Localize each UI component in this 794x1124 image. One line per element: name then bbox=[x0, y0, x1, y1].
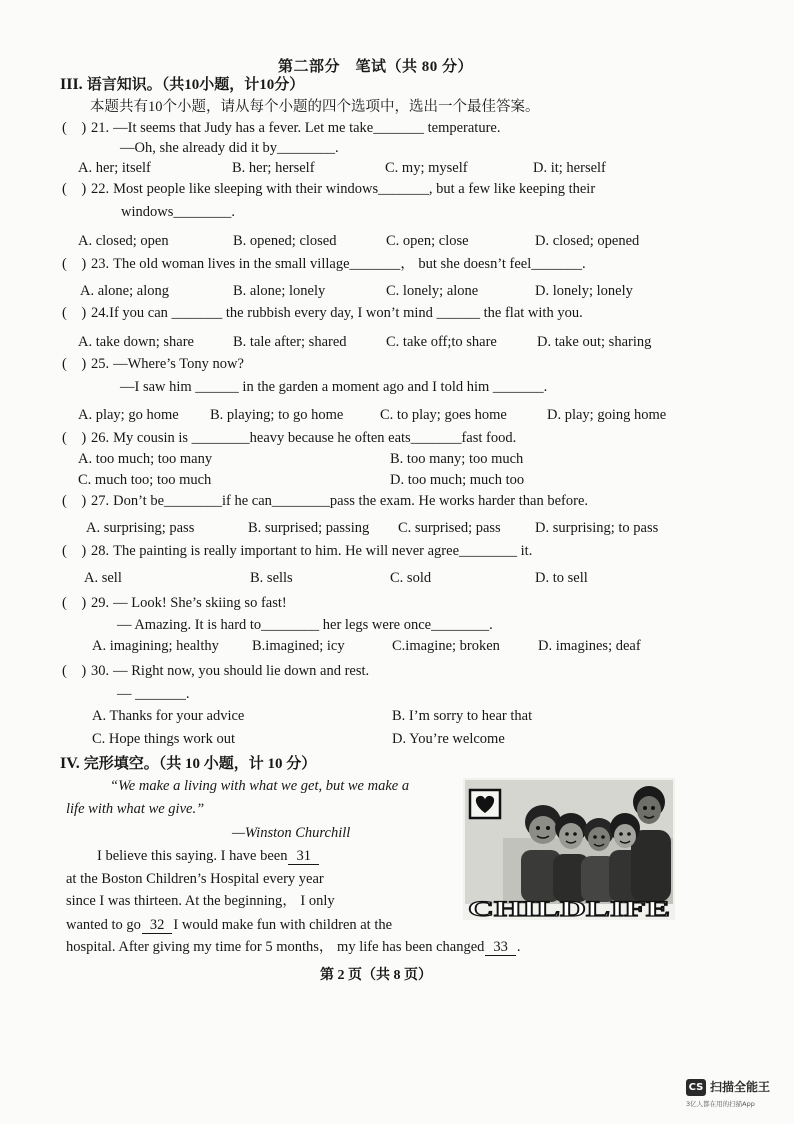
question-29-option-b: B.imagined; icy bbox=[252, 638, 345, 654]
question-text: The painting is really important to him. He will never agree________ it. bbox=[113, 543, 533, 559]
passage-text: . bbox=[516, 939, 521, 955]
question-text: My cousin is ________heavy because he often eats_______fast food. bbox=[113, 430, 517, 446]
section-3-instruction: 本题共有10个小题，请从每个小题的四个选项中，选出一个最佳答案。 bbox=[90, 99, 540, 115]
passage-line-3: since I was thirteen. At the beginning， I only bbox=[66, 893, 335, 909]
question-27-option-d: D. surprising; to pass bbox=[535, 520, 659, 536]
question-text: —Where’s Tony now? bbox=[113, 356, 244, 372]
answer-bracket: ( ) bbox=[62, 663, 87, 679]
section-3-roman-numeral: III. bbox=[60, 76, 83, 93]
camscanner-tagline: 3亿人都在用的扫描App bbox=[686, 1100, 755, 1108]
question-26-option-d: D. too much; much too bbox=[390, 472, 525, 488]
passage-line-1 bbox=[97, 847, 320, 865]
childlife-caption: CHILDLIFE bbox=[468, 896, 670, 920]
quote-attribution: —Winston Churchill bbox=[232, 825, 351, 841]
question-28-option-b: B. sells bbox=[250, 570, 293, 586]
passage-line-2: at the Boston Children’s Hospital every year bbox=[66, 871, 324, 887]
question-number: 28. bbox=[91, 543, 110, 559]
question-21-option-c: C. my; myself bbox=[385, 160, 468, 176]
question-21-option-b: B. her; herself bbox=[232, 160, 315, 176]
question-29-option-a: A. imagining; healthy bbox=[92, 638, 219, 654]
question-22-stem-line-2: windows________. bbox=[121, 204, 235, 220]
childlife-photo bbox=[463, 778, 675, 920]
question-24-option-b: B. tale after; shared bbox=[233, 334, 347, 350]
question-number: 30. bbox=[91, 663, 110, 679]
question-26-option-c: C. much too; too much bbox=[78, 472, 212, 488]
question-30-option-a: A. Thanks for your advice bbox=[92, 708, 245, 724]
answer-bracket: ( ) bbox=[62, 493, 87, 509]
passage-text: wanted to go bbox=[66, 917, 141, 933]
question-23-stem-line-1 bbox=[62, 255, 586, 273]
question-28-stem-line-1 bbox=[62, 542, 532, 560]
question-25-option-d: D. play; going home bbox=[547, 407, 667, 423]
question-25-option-c: C. to play; goes home bbox=[380, 407, 507, 423]
question-27-option-a: A. surprising; pass bbox=[86, 520, 195, 536]
question-24-option-c: C. take off;to share bbox=[386, 334, 497, 350]
question-number: 24. bbox=[91, 305, 110, 321]
camscanner-logo: CS bbox=[686, 1079, 706, 1096]
cloze-blank-33: 33 bbox=[485, 940, 516, 956]
question-22-option-d: D. closed; opened bbox=[535, 233, 640, 249]
question-text: If you can _______ the rubbish every day, I won’t mind ______ the flat with you. bbox=[109, 305, 583, 321]
question-21-option-d: D. it; herself bbox=[533, 160, 606, 176]
question-27-option-b: B. surprised; passing bbox=[248, 520, 370, 536]
question-number: 26. bbox=[91, 430, 110, 446]
question-26-option-a: A. too much; too many bbox=[78, 451, 213, 467]
question-27-option-c: C. surprised; pass bbox=[398, 520, 501, 536]
question-21-option-a: A. her; itself bbox=[78, 160, 151, 176]
question-text: The old woman lives in the small village_______， but she doesn’t feel_______. bbox=[113, 256, 586, 272]
question-30-stem-line-2: — _______. bbox=[117, 686, 190, 702]
quote-line-2: life with what we give.” bbox=[66, 801, 205, 817]
question-29-stem-line-1 bbox=[62, 594, 287, 612]
question-number: 27. bbox=[91, 493, 110, 509]
question-23-option-b: B. alone; lonely bbox=[233, 283, 326, 299]
camscanner-brand: 扫描全能王 bbox=[710, 1080, 771, 1094]
question-26-option-b: B. too many; too much bbox=[390, 451, 524, 467]
question-26-stem-line-1 bbox=[62, 429, 516, 447]
answer-bracket: ( ) bbox=[62, 595, 87, 611]
question-28-option-c: C. sold bbox=[390, 570, 432, 586]
question-text: — Right now, you should lie down and rest. bbox=[113, 663, 370, 679]
question-29-stem-line-2: — Amazing. It is hard to________ her legs were once________. bbox=[117, 617, 493, 633]
answer-bracket: ( ) bbox=[62, 430, 87, 446]
cloze-blank-31: 31 bbox=[288, 849, 319, 865]
question-text: — Look! She’s skiing so fast! bbox=[113, 595, 287, 611]
question-23-option-d: D. lonely; lonely bbox=[535, 283, 633, 299]
page-footer: 第 2 页（共 8 页） bbox=[320, 968, 432, 983]
question-28-option-d: D. to sell bbox=[535, 570, 588, 586]
question-28-option-a: A. sell bbox=[84, 570, 122, 586]
question-24-option-d: D. take out; sharing bbox=[537, 334, 652, 350]
question-22-option-c: C. open; close bbox=[386, 233, 469, 249]
question-number: 22. bbox=[91, 181, 110, 197]
question-30-option-c: C. Hope things work out bbox=[92, 731, 235, 747]
question-30-option-b: B. I’m sorry to hear that bbox=[392, 708, 533, 724]
question-22-option-a: A. closed; open bbox=[78, 233, 169, 249]
question-25-option-a: A. play; go home bbox=[78, 407, 179, 423]
question-22-option-b: B. opened; closed bbox=[233, 233, 337, 249]
answer-bracket: ( ) bbox=[62, 256, 87, 272]
cloze-blank-32: 32 bbox=[142, 918, 173, 934]
page-header: 第二部分 笔试（共 80 分） bbox=[278, 59, 474, 75]
question-25-stem-line-1 bbox=[62, 355, 244, 373]
answer-bracket: ( ) bbox=[62, 356, 87, 372]
answer-bracket: ( ) bbox=[62, 305, 87, 321]
question-25-stem-line-2: —I saw him ______ in the garden a moment ago and I told him _______. bbox=[120, 379, 548, 395]
question-number: 21. bbox=[91, 120, 110, 136]
question-21-stem-line-2: —Oh, she already did it by________. bbox=[120, 140, 339, 156]
answer-bracket: ( ) bbox=[62, 120, 87, 136]
question-24-option-a: A. take down; share bbox=[78, 334, 194, 350]
question-22-stem-line-1 bbox=[62, 180, 595, 198]
quote-line-1: “We make a living with what we get, but we make a bbox=[110, 778, 410, 794]
answer-bracket: ( ) bbox=[62, 543, 87, 559]
question-29-option-c: C.imagine; broken bbox=[392, 638, 500, 654]
question-number: 25. bbox=[91, 356, 110, 372]
section-4-roman-numeral: IV. bbox=[60, 755, 80, 772]
answer-bracket: ( ) bbox=[62, 181, 87, 197]
question-23-option-a: A. alone; along bbox=[80, 283, 169, 299]
question-24-stem-line-1 bbox=[62, 304, 583, 322]
passage-text: I would make fun with children at the bbox=[173, 917, 393, 933]
passage-line-5 bbox=[66, 938, 521, 956]
question-text: —It seems that Judy has a fever. Let me take_______ temperature. bbox=[113, 120, 501, 136]
passage-line-4 bbox=[66, 916, 392, 934]
heart-icon bbox=[470, 790, 500, 818]
section-4-title-text: 完形填空。（共 10 小题，计 10 分） bbox=[83, 756, 317, 772]
question-text: Don’t be________if he can________pass the exam. He works harder than before. bbox=[113, 493, 588, 509]
section-4-title bbox=[60, 755, 316, 773]
question-text: Most people like sleeping with their windows_______, but a few like keeping their bbox=[113, 181, 596, 197]
question-27-stem-line-1 bbox=[62, 492, 588, 510]
question-21-stem-line-1 bbox=[62, 119, 500, 137]
section-3-title-text: 语言知识。（共10小题，计10分） bbox=[86, 77, 305, 93]
question-30-option-d: D. You’re welcome bbox=[392, 731, 505, 747]
passage-text: hospital. After giving my time for 5 months， my life has been changed bbox=[66, 939, 485, 955]
question-25-option-b: B. playing; to go home bbox=[210, 407, 344, 423]
passage-text: I believe this saying. I have been bbox=[97, 848, 288, 864]
question-23-option-c: C. lonely; alone bbox=[386, 283, 479, 299]
question-30-stem-line-1 bbox=[62, 662, 369, 680]
question-29-option-d: D. imagines; deaf bbox=[538, 638, 641, 654]
section-3-title bbox=[60, 76, 304, 94]
question-number: 23. bbox=[91, 256, 110, 272]
question-number: 29. bbox=[91, 595, 110, 611]
